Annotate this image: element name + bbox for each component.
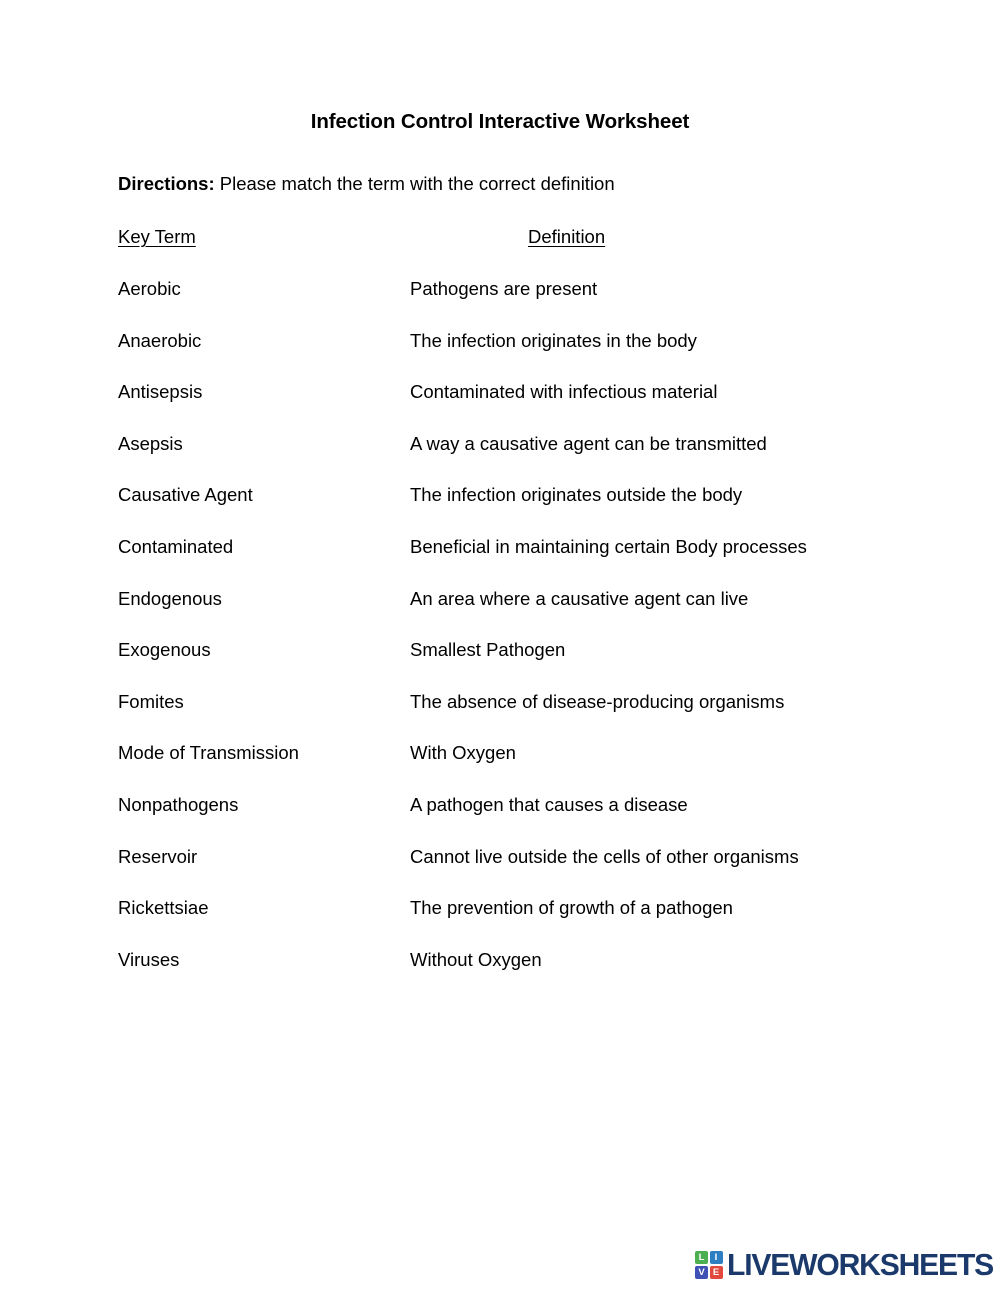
logo-wordmark: LIVEWORKSHEETS xyxy=(726,1247,993,1282)
logo-tile-l-icon: L xyxy=(695,1251,708,1264)
matching-row xyxy=(0,949,1000,1001)
matching-row xyxy=(0,742,1000,794)
logo-tile-e-icon: E xyxy=(710,1266,723,1279)
column-header-key-term: Key Term xyxy=(118,226,196,247)
definition-label[interactable]: The infection originates outside the body xyxy=(410,484,743,506)
term-label[interactable]: Aerobic xyxy=(118,278,181,299)
definition-label[interactable]: A way a causative agent can be transmitted xyxy=(410,432,767,454)
term-label[interactable]: Anaerobic xyxy=(118,329,202,351)
directions-line xyxy=(118,173,615,195)
definition-label[interactable]: Pathogens are present xyxy=(410,278,598,299)
matching-row xyxy=(0,897,1000,949)
term-label[interactable]: Nonpathogens xyxy=(118,793,239,815)
definition-label[interactable]: Beneficial in maintaining certain Body processes xyxy=(410,535,807,557)
matching-row xyxy=(0,794,1000,846)
term-label[interactable]: Rickettsiae xyxy=(118,897,209,919)
term-label[interactable]: Exogenous xyxy=(118,639,211,661)
matching-row xyxy=(0,639,1000,691)
logo-tiles xyxy=(695,1251,723,1279)
definition-label[interactable]: A pathogen that causes a disease xyxy=(410,793,688,815)
matching-row xyxy=(0,433,1000,485)
directions-label: Directions: xyxy=(118,173,215,194)
definition-label[interactable]: Cannot live outside the cells of other organisms xyxy=(410,845,799,867)
term-label[interactable]: Reservoir xyxy=(118,845,198,867)
matching-row xyxy=(0,330,1000,382)
matching-row xyxy=(0,381,1000,433)
liveworksheets-logo xyxy=(695,1249,1000,1280)
definition-label[interactable]: An area where a causative agent can live xyxy=(410,587,749,609)
definition-label[interactable]: The absence of disease-producing organisms xyxy=(410,690,785,712)
logo-tile-v-icon: V xyxy=(695,1266,708,1279)
definition-label[interactable]: Without Oxygen xyxy=(410,948,542,970)
matching-rows xyxy=(0,278,1000,1000)
matching-row xyxy=(0,846,1000,898)
term-label[interactable]: Contaminated xyxy=(118,535,234,557)
definition-label[interactable]: The infection originates in the body xyxy=(410,329,697,351)
matching-row xyxy=(0,278,1000,330)
term-label[interactable]: Asepsis xyxy=(118,432,183,454)
term-label[interactable]: Viruses xyxy=(118,948,180,970)
definition-label[interactable]: With Oxygen xyxy=(410,742,516,764)
matching-row xyxy=(0,536,1000,588)
term-label[interactable]: Causative Agent xyxy=(118,484,253,506)
term-label[interactable]: Antisepsis xyxy=(118,381,203,403)
definition-label[interactable]: Contaminated with infectious material xyxy=(410,381,718,403)
matching-row xyxy=(0,484,1000,536)
definition-label[interactable]: Smallest Pathogen xyxy=(410,639,566,661)
column-header-definition: Definition xyxy=(528,226,606,247)
term-label[interactable]: Fomites xyxy=(118,690,184,712)
term-label[interactable]: Mode of Transmission xyxy=(118,742,299,764)
matching-row xyxy=(0,691,1000,743)
term-label[interactable]: Endogenous xyxy=(118,587,222,609)
page-title: Infection Control Interactive Worksheet xyxy=(310,110,690,133)
definition-label[interactable]: The prevention of growth of a pathogen xyxy=(410,897,733,919)
directions-text: Please match the term with the correct definition xyxy=(214,173,615,194)
matching-row xyxy=(0,588,1000,640)
logo-tile-i-icon: I xyxy=(710,1251,723,1264)
